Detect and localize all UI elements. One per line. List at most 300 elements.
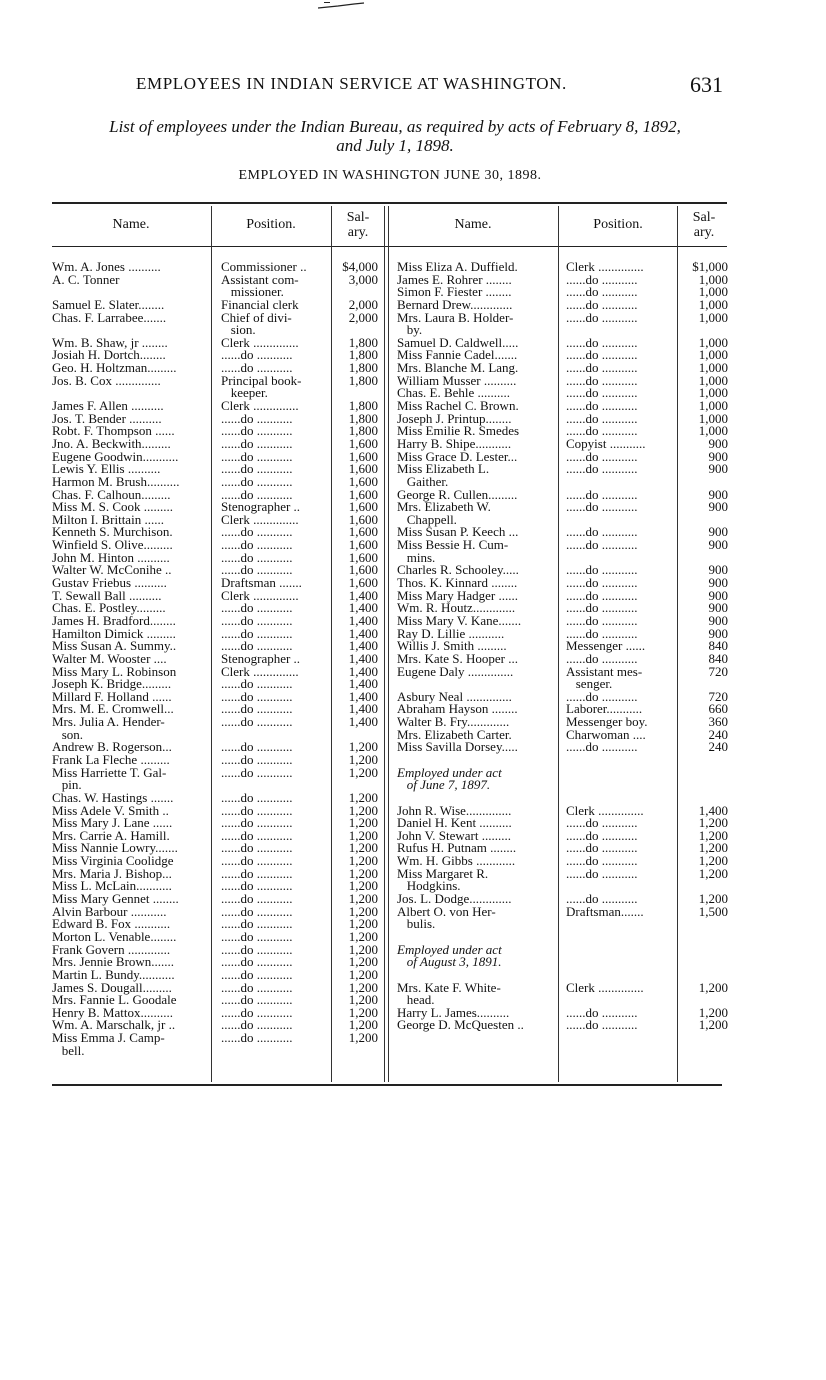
header-salary-line-1: Sal- (692, 210, 716, 225)
employee-position: ......do ........... (566, 334, 638, 350)
employee-name: George R. Cullen......... (397, 486, 518, 502)
employee-name: Lewis Y. Ellis .......... (52, 461, 161, 477)
employee-salary: 900 (708, 537, 728, 553)
employee-name: Walter W. McConihe .. (52, 562, 172, 578)
employee-name: Frank Govern ............. (52, 941, 171, 957)
employee-salary: 1,800 (348, 398, 378, 414)
employee-position: Stenographer .. (221, 650, 301, 666)
employee-name: Gustav Friebus .......... (52, 575, 167, 591)
employee-position: ......do ........... (221, 347, 293, 363)
employee-name: Wm. H. Gibbs ............ (397, 853, 516, 869)
employee-name: Kenneth S. Murchison. (52, 524, 173, 540)
employee-salary: 1,600 (348, 562, 378, 578)
employee-salary: 660 (708, 701, 728, 717)
employee-name: George D. McQuesten .. (397, 1017, 524, 1033)
employee-salary: 1,200 (348, 954, 378, 970)
employee-salary: 900 (708, 600, 728, 616)
employee-name: John M. Hinton .......... (52, 549, 170, 565)
employee-salary: 1,000 (698, 372, 728, 388)
employee-position: ......do ........... (566, 853, 638, 869)
employee-position: Clerk .............. (221, 398, 299, 414)
employee-position: Clerk .............. (221, 587, 299, 603)
employee-position: ......do ........... (221, 435, 293, 451)
employee-position: ......do ........... (221, 1030, 293, 1046)
employee-position: ......do ........... (566, 612, 638, 628)
employee-salary: 1,200 (698, 1004, 728, 1020)
employee-name: Harry L. James.......... (397, 1004, 510, 1020)
employee-name: Miss Emma J. Camp- (52, 1030, 165, 1046)
employee-salary: 1,400 (348, 714, 378, 730)
employee-position: ......do ........... (566, 486, 638, 502)
employee-position: ......do ........... (221, 815, 293, 831)
center-divider (384, 206, 385, 1082)
employee-name: Miss L. McLain........... (52, 878, 172, 894)
employee-position: ......do ........... (221, 562, 293, 578)
employee-name: Miss Savilla Dorsey..... (397, 739, 518, 755)
running-title: EMPLOYEES IN INDIAN SERVICE AT WASHINGTON. (136, 74, 567, 93)
employee-salary: 720 (708, 688, 728, 704)
employee-salary: 1,000 (698, 423, 728, 439)
employee-name: Walter M. Wooster .... (52, 650, 167, 666)
employee-salary: 1,400 (348, 587, 378, 603)
employee-salary: 1,200 (348, 891, 378, 907)
employee-name: Josiah H. Dortch........ (52, 347, 166, 363)
employee-name: Jos. B. Cox .............. (52, 372, 161, 388)
employee-name: Mrs. Carrie A. Hamill. (52, 827, 170, 843)
page-top-mark (318, 2, 366, 10)
employee-salary: 1,400 (348, 638, 378, 654)
employee-position: ......do ........... (566, 423, 638, 439)
employee-position: Clerk .............. (566, 802, 644, 818)
employee-salary: 1,500 (698, 903, 728, 919)
employee-salary: 720 (708, 663, 728, 679)
employee-position: ......do ........... (566, 372, 638, 388)
employee-name: Joseph K. Bridge......... (52, 676, 172, 692)
employee-salary: 1,200 (698, 853, 728, 869)
employee-salary: 840 (708, 650, 728, 666)
employee-position (566, 754, 676, 767)
employee-salary: 1,000 (698, 360, 728, 376)
employee-position: ......do ........... (221, 789, 293, 805)
employee-position: Principal book- (221, 372, 302, 388)
employee-position: Commissioner .. (221, 259, 307, 274)
employee-position: ......do ........... (221, 878, 293, 894)
employee-name: James S. Dougall......... (52, 979, 172, 995)
employee-salary (332, 1045, 378, 1058)
employee-salary: 1,200 (348, 751, 378, 767)
employee-name: James F. Allen .......... (52, 398, 164, 414)
employee-position: ......do ........... (221, 764, 293, 780)
employee-salary: 1,200 (698, 840, 728, 856)
employee-position: ......do ........... (221, 941, 293, 957)
employee-salary: 1,200 (348, 1017, 378, 1033)
employee-position: Messenger boy. (566, 714, 648, 730)
employee-position: senger. (566, 676, 613, 692)
table-bottom-rule (52, 1084, 722, 1086)
employee-salary: 1,400 (348, 676, 378, 692)
employee-position: ......do ........... (221, 916, 293, 932)
employee-name: Charles R. Schooley..... (397, 562, 519, 578)
employee-name: Miss Eliza A. Duffield. (397, 259, 518, 274)
employee-salary: $4,000 (342, 259, 378, 274)
employee-salary: 1,800 (348, 410, 378, 426)
employee-name: Morton L. Venable........ (52, 928, 177, 944)
employee-salary (678, 956, 728, 969)
employee-position: ......do ........... (566, 650, 638, 666)
employee-salary: 1,400 (348, 625, 378, 641)
employee-position: ......do ........... (221, 903, 293, 919)
employee-position: ......do ........... (221, 979, 293, 995)
header-salary-line-2: ary. (693, 225, 715, 240)
employee-salary: 1,400 (348, 650, 378, 666)
employee-salary: 1,200 (348, 878, 378, 894)
employee-name: Chappell. (397, 511, 457, 527)
column-divider (211, 206, 212, 1082)
employee-position: ......do ........... (221, 524, 293, 540)
employee-name: Wm. A. Jones .......... (52, 259, 161, 274)
employee-salary: 1,200 (348, 979, 378, 995)
employee-salary: 1,800 (348, 372, 378, 388)
employee-name: Miss Emilie R. Smedes (397, 423, 520, 439)
employee-name: Robt. F. Thompson ...... (52, 423, 175, 439)
employee-name: Miss Margaret R. (397, 865, 489, 881)
employee-salary: 1,200 (348, 916, 378, 932)
employee-salary (678, 754, 728, 767)
header-name: Name. (454, 217, 492, 232)
caption-line-2: and July 1, 1898. (336, 136, 454, 155)
employee-position: ......do ........... (221, 992, 293, 1008)
employee-salary: 900 (708, 612, 728, 628)
header-salary (678, 210, 730, 240)
employee-salary: 840 (708, 638, 728, 654)
employee-salary: 1,200 (348, 739, 378, 755)
employee-name: Mrs. Jennie Brown....... (52, 954, 175, 970)
employee-salary (678, 779, 728, 792)
employee-position: ......do ........... (566, 891, 638, 907)
employee-position (566, 944, 676, 957)
employee-salary (678, 931, 728, 944)
employee-position: ......do ........... (566, 827, 638, 843)
employee-salary: 900 (708, 562, 728, 578)
employee-name: Chas. F. Larrabee....... (52, 309, 167, 325)
employee-salary: 1,600 (348, 486, 378, 502)
employee-name: Andrew B. Rogerson... (52, 739, 172, 755)
header-position: Position. (246, 217, 296, 232)
employee-salary: 1,600 (348, 549, 378, 565)
employee-salary: 360 (708, 714, 728, 730)
employee-salary: 1,200 (348, 827, 378, 843)
employee-position (566, 956, 676, 969)
employee-name: Wm. R. Houtz............. (397, 600, 516, 616)
employee-salary (678, 944, 728, 957)
employee-name: James E. Rohrer ........ (397, 271, 512, 287)
right-name-column (397, 261, 557, 1032)
employee-salary: 3,000 (348, 271, 378, 287)
employee-salary: 1,200 (348, 802, 378, 818)
header-bottom-rule (52, 246, 727, 247)
employee-name: Miss Mary Hadger ...... (397, 587, 518, 603)
employee-position: ......do ........... (221, 600, 293, 616)
employee-name: Martin L. Bundy........... (52, 966, 175, 982)
employee-name: Geo. H. Holtzman......... (52, 360, 177, 376)
employee-salary: 1,200 (348, 789, 378, 805)
employee-name: Asbury Neal .............. (397, 688, 512, 704)
right-salary-column (678, 261, 728, 1032)
employee-position (566, 767, 676, 780)
header-name: Name. (112, 217, 150, 232)
employee-salary: 1,400 (348, 612, 378, 628)
employee-position: ......do ........... (566, 385, 638, 401)
table-subheading: EMPLOYED IN WASHINGTON JUNE 30, 1898. (238, 168, 542, 183)
left-position-column (221, 261, 329, 1057)
employee-position: ......do ........... (566, 309, 638, 325)
employee-position: ......do ........... (221, 802, 293, 818)
employee-name: Ray D. Lillie ........... (397, 625, 505, 641)
employee-name: T. Sewall Ball .......... (52, 587, 162, 603)
employee-position (221, 1045, 329, 1058)
employee-salary: 1,200 (698, 1017, 728, 1033)
employee-position: ......do ........... (221, 840, 293, 856)
employee-name: Millard F. Holland ...... (52, 688, 172, 704)
employee-name: John R. Wise.............. (397, 802, 512, 818)
employee-position: sion. (221, 322, 256, 338)
employee-salary: 1,000 (698, 334, 728, 350)
employee-position: ......do ........... (566, 537, 638, 553)
employee-salary: 1,400 (348, 663, 378, 679)
employee-name: Employed under act (397, 764, 502, 780)
employee-salary: 240 (708, 726, 728, 742)
caption-line-1: List of employees under the Indian Bureau, as required by acts of February 8, 1892, (109, 117, 681, 136)
employee-name: Chas. E. Behle .......... (397, 385, 511, 401)
employee-salary: 1,200 (698, 891, 728, 907)
employee-position (566, 779, 676, 792)
employee-name: Chas. F. Calhoun......... (52, 486, 171, 502)
employee-salary (678, 918, 728, 931)
employee-position: ......do ........... (566, 625, 638, 641)
employee-salary: 1,000 (698, 271, 728, 287)
employee-name: Employed under act (397, 941, 502, 957)
employee-salary: 1,600 (348, 448, 378, 464)
employee-name: Mrs. Blanche M. Lang. (397, 360, 519, 376)
employee-name: Samuel E. Slater........ (52, 296, 165, 312)
employee-name: Mrs. Kate S. Hooper ... (397, 650, 518, 666)
employee-name: Daniel H. Kent .......... (397, 815, 512, 831)
employee-salary: 1,400 (348, 688, 378, 704)
employee-position: ......do ........... (221, 739, 293, 755)
employee-position (566, 918, 676, 931)
employee-position: Draftsman ....... (221, 575, 302, 591)
employee-position: ......do ........... (566, 524, 638, 540)
employee-name: Milton I. Brittain ...... (52, 511, 164, 527)
employee-position: ......do ........... (221, 638, 293, 654)
employee-position: ......do ........... (221, 853, 293, 869)
right-position-column (566, 261, 676, 1032)
employee-name: Miss Harriette T. Gal- (52, 764, 167, 780)
employee-name: son. (52, 726, 84, 742)
employee-name: Frank La Fleche ......... (52, 751, 170, 767)
employee-position: Chief of divi- (221, 309, 292, 325)
employee-position: ......do ........... (221, 473, 293, 489)
employee-name: Mrs. Maria J. Bishop... (52, 865, 172, 881)
employee-salary: 1,400 (348, 600, 378, 616)
employee-name: Edward B. Fox ........... (52, 916, 171, 932)
employee-position: ......do ........... (566, 448, 638, 464)
employee-name: Thos. K. Kinnard ........ (397, 575, 518, 591)
employee-name: Chas. W. Hastings ....... (52, 789, 174, 805)
employee-name: Harry B. Shipe........... (397, 435, 512, 451)
employee-name: Eugene Daly .............. (397, 663, 514, 679)
employee-name: Miss Nannie Lowry....... (52, 840, 178, 856)
employee-name: bulis. (397, 916, 436, 932)
employee-position: ......do ........... (566, 461, 638, 477)
left-name-column (52, 261, 210, 1057)
employee-name: Mrs. Julia A. Hender- (52, 714, 165, 730)
employee-position: missioner. (221, 284, 284, 300)
employee-salary: 1,600 (348, 435, 378, 451)
employee-position: ......do ........... (566, 587, 638, 603)
employee-salary: 1,200 (348, 1030, 378, 1046)
employee-name: Miss Mary Gennet ........ (52, 891, 179, 907)
employee-salary: 900 (708, 461, 728, 477)
employee-name: Winfield S. Olive......... (52, 537, 173, 553)
employee-salary: 1,200 (698, 865, 728, 881)
employee-position: ......do ........... (221, 827, 293, 843)
employee-salary: 1,000 (698, 284, 728, 300)
employee-position: ......do ........... (566, 347, 638, 363)
employee-name: Simon F. Fiester ........ (397, 284, 512, 300)
employee-name: Alvin Barbour ........... (52, 903, 167, 919)
employee-salary: 900 (708, 486, 728, 502)
employee-position: ......do ........... (221, 625, 293, 641)
employee-position: ......do ........... (566, 360, 638, 376)
employee-salary: 1,600 (348, 461, 378, 477)
employee-salary: 900 (708, 575, 728, 591)
employee-name: Wm. B. Shaw, jr ........ (52, 334, 168, 350)
employee-salary: 1,000 (698, 385, 728, 401)
employee-salary: 2,000 (348, 296, 378, 312)
employee-position: Laborer........... (566, 701, 643, 717)
employee-salary: 900 (708, 435, 728, 451)
employee-position: ......do ........... (566, 410, 638, 426)
employee-name: Wm. A. Marschalk, jr .. (52, 1017, 176, 1033)
employee-position: ......do ........... (566, 271, 638, 287)
employee-position: ......do ........... (566, 865, 638, 881)
employee-position: Assistant mes- (566, 663, 643, 679)
employee-salary: 900 (708, 625, 728, 641)
employee-name: Hamilton Dimick ......... (52, 625, 176, 641)
employee-position: Financial clerk (221, 296, 299, 312)
employee-salary: 2,000 (348, 309, 378, 325)
employee-salary: 1,200 (348, 853, 378, 869)
employee-name: Jos. T. Bender .......... (52, 410, 162, 426)
employee-salary (678, 767, 728, 780)
employee-position: ......do ........... (566, 840, 638, 856)
employee-position: ......do ........... (221, 1017, 293, 1033)
employee-salary: 1,200 (348, 941, 378, 957)
employee-salary: 1,800 (348, 334, 378, 350)
employee-name: Miss Virginia Coolidge (52, 853, 174, 869)
employee-salary: 1,800 (348, 360, 378, 376)
employee-salary: 1,600 (348, 473, 378, 489)
employee-salary: 1,200 (348, 764, 378, 780)
employee-position: ......do ........... (221, 461, 293, 477)
header-salary-line-1: Sal- (346, 210, 370, 225)
employee-position (566, 931, 676, 944)
employee-position: ......do ........... (566, 284, 638, 300)
employee-position: ......do ........... (221, 486, 293, 502)
employee-salary: 1,000 (698, 398, 728, 414)
employee-salary: 1,200 (348, 966, 378, 982)
employee-position: ......do ........... (221, 549, 293, 565)
employee-salary: 1,200 (348, 1004, 378, 1020)
header-salary (332, 210, 384, 240)
employee-salary: 1,200 (698, 815, 728, 831)
employee-name: of June 7, 1897. (397, 777, 491, 793)
employee-position: ......do ........... (221, 928, 293, 944)
employee-position: ......do ........... (221, 891, 293, 907)
employee-salary: 1,200 (348, 865, 378, 881)
employee-position: ......do ........... (221, 448, 293, 464)
employee-name: Miss Rachel C. Brown. (397, 398, 519, 414)
employee-position: ......do ........... (221, 360, 293, 376)
employee-name: Miss Bessie H. Cum- (397, 537, 509, 553)
employee-name: Miss Mary V. Kane....... (397, 612, 522, 628)
employee-name: Walter B. Fry............. (397, 714, 510, 730)
employee-salary: 1,000 (698, 410, 728, 426)
page-number: 631 (690, 72, 723, 97)
employee-salary: 1,000 (698, 309, 728, 325)
employee-salary: 1,600 (348, 511, 378, 527)
employee-position: keeper. (221, 385, 268, 401)
employee-name: Miss Susan P. Keech ... (397, 524, 519, 540)
employee-position: ......do ........... (566, 688, 638, 704)
employee-position: ......do ........... (221, 751, 293, 767)
employee-name: Miss Elizabeth L. (397, 461, 490, 477)
employee-position: ......do ........... (221, 423, 293, 439)
employee-position: ......do ........... (221, 688, 293, 704)
employee-position: Messenger ...... (566, 638, 646, 654)
employee-position: Draftsman....... (566, 903, 644, 919)
employee-name: Eugene Goodwin........... (52, 448, 179, 464)
employee-name: pin. (52, 777, 82, 793)
employee-name: Joseph J. Printup........ (397, 410, 512, 426)
employee-name: Mrs. Kate F. White- (397, 979, 501, 995)
header-salary-line-2: ary. (347, 225, 369, 240)
employee-name: Harmon M. Brush.......... (52, 473, 180, 489)
employee-position: ......do ........... (566, 1017, 638, 1033)
employee-position: ......do ........... (221, 537, 293, 553)
employee-salary: 1,600 (348, 575, 378, 591)
employee-position: ......do ........... (566, 398, 638, 414)
employee-position: ......do ........... (566, 562, 638, 578)
employee-name: John V. Stewart ......... (397, 827, 511, 843)
employee-name: Miss Mary J. Lane ...... (52, 815, 173, 831)
employee-position: Clerk .............. (566, 259, 644, 274)
employee-name: Jno. A. Beckwith......... (52, 435, 171, 451)
employee-salary: 1,200 (348, 992, 378, 1008)
employee-name: Willis J. Smith ......... (397, 638, 507, 654)
employee-salary: 240 (708, 739, 728, 755)
employee-salary: $1,000 (692, 259, 728, 274)
employee-name: Gaither. (397, 473, 449, 489)
employee-name: Mrs. Fannie L. Goodale (52, 992, 177, 1008)
employee-salary: 1,800 (348, 423, 378, 439)
center-divider (388, 206, 389, 1082)
employee-name: William Musser .......... (397, 372, 517, 388)
employee-salary: 1,200 (348, 815, 378, 831)
employee-name: Hodgkins. (397, 878, 461, 894)
employee-salary: 900 (708, 499, 728, 515)
